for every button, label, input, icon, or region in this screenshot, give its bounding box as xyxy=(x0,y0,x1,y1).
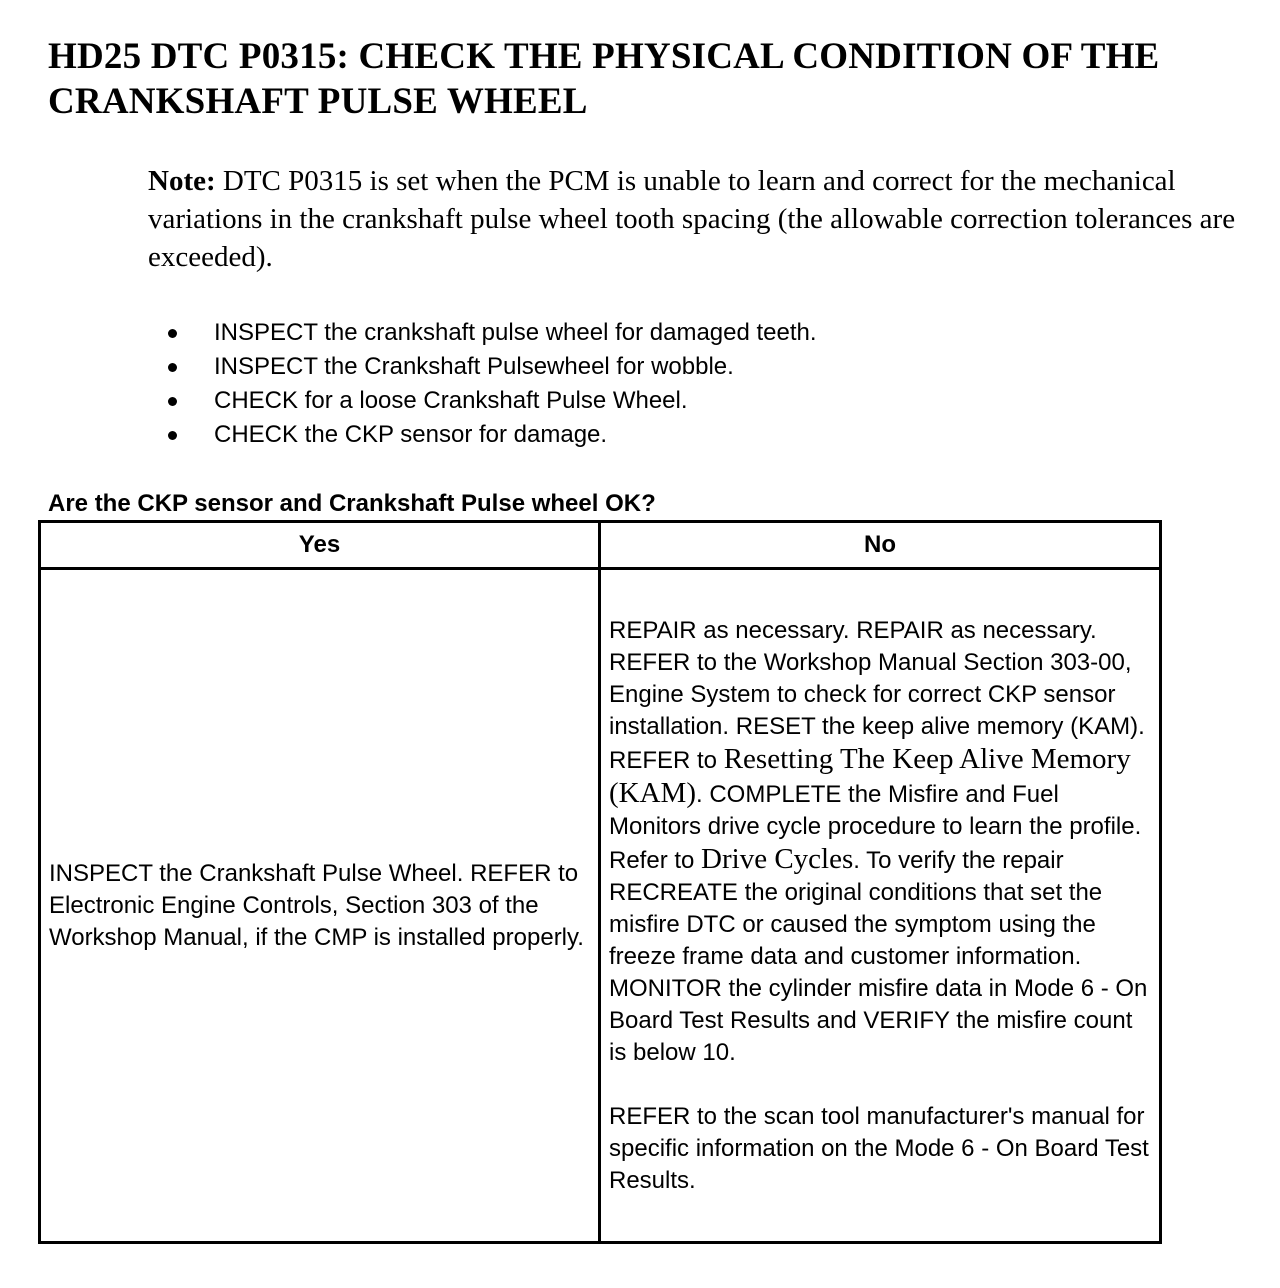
no-action-text-part1: REPAIR as necessary. REPAIR as necessary. REFER to the Workshop Manual Section 303-00, Engine System to check for correct CKP sensor installation. RESET the keep alive memory (KAM). REFER to xyxy=(609,616,1145,774)
list-item-text: CHECK the CKP sensor for damage. xyxy=(214,421,608,448)
bullet-icon xyxy=(168,431,177,440)
page-title-line1: HD25 DTC P0315: CHECK THE PHYSICAL CONDITION OF THE xyxy=(48,36,1160,77)
list-item xyxy=(160,384,817,418)
bullet-icon xyxy=(168,363,177,372)
inspection-checklist xyxy=(160,316,817,452)
no-action-text-part2: . COMPLETE the Misfire and Fuel Monitors drive cycle procedure to learn the profile. Refer to xyxy=(609,780,1142,874)
decision-question: Are the CKP sensor and Crankshaft Pulse wheel OK? xyxy=(48,490,656,517)
no-column-header: No xyxy=(600,522,1161,569)
no-action-paragraph-2: REFER to the scan tool manufacturer's manual for specific information on the Mode 6 - On Board Test Results. xyxy=(609,1102,1149,1194)
table-header-row xyxy=(40,522,1161,569)
yes-column-header: Yes xyxy=(40,522,600,569)
list-item-text: INSPECT the Crankshaft Pulsewheel for wobble. xyxy=(214,353,734,380)
no-action-cell xyxy=(600,569,1161,1243)
list-item-text: CHECK for a loose Crankshaft Pulse Wheel. xyxy=(214,387,688,414)
page-title-line2: CRANKSHAFT PULSE WHEEL xyxy=(48,81,588,122)
drive-cycles-link[interactable]: Drive Cycles xyxy=(701,842,854,875)
decision-table xyxy=(38,520,1162,1244)
no-action-paragraph xyxy=(609,615,1151,1069)
list-item-text: INSPECT the crankshaft pulse wheel for damaged teeth. xyxy=(214,319,817,346)
list-item xyxy=(160,316,817,350)
note-label: Note: xyxy=(148,165,216,197)
kam-reset-link[interactable]: Resetting The Keep Alive Memory (KAM) xyxy=(609,742,1131,809)
no-action-text-part3: . To verify the repair RECREATE the original conditions that set the misfire DTC or caused the symptom using the freeze frame data and customer information. MONITOR the cylinder misfire data in Mode 6 - On Board Test Results and VERIFY the misfire count is below 10. xyxy=(609,846,1148,1066)
note-paragraph xyxy=(148,162,1258,276)
table-row xyxy=(40,569,1161,1243)
bullet-icon xyxy=(168,397,177,406)
list-item xyxy=(160,350,817,384)
note-text: DTC P0315 is set when the PCM is unable to learn and correct for the mechanical variations in the crankshaft pulse wheel tooth spacing (the allowable correction tolerances are exceeded). xyxy=(148,165,1236,273)
page-title xyxy=(48,34,1248,124)
yes-action-text: INSPECT the Crankshaft Pulse Wheel. REFER to Electronic Engine Controls, Section 303 of the Workshop Manual, if the CMP is installed properly. xyxy=(49,859,584,951)
bullet-icon xyxy=(168,329,177,338)
list-item xyxy=(160,418,817,452)
yes-action-cell xyxy=(40,569,600,1243)
